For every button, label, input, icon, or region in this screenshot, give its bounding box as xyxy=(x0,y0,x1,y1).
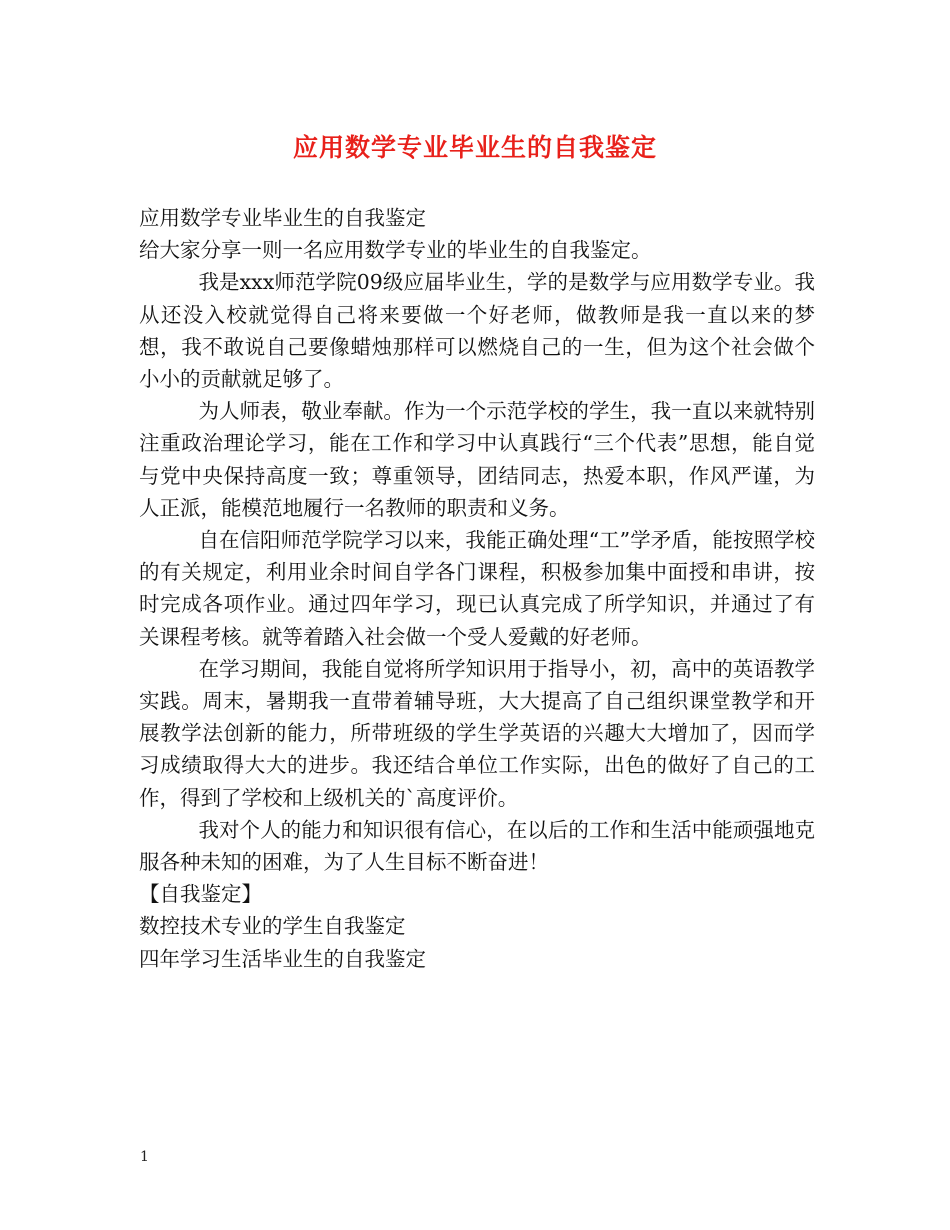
paragraph-4: 在学习期间，我能自觉将所学知识用于指导小，初，高中的英语教学实践。周末，暑期我一直带着辅导班，大大提高了自己组织课堂教学和开展教学法创新的能力，所带班级的学生学英语的兴趣大大增加了，因而学习成绩取得大大的进步。我还结合单位工作实际，出色的做好了自己的工作，得到了学校和上级机关的`高度评价。 xyxy=(139,656,815,810)
document-body xyxy=(139,202,815,975)
page-number: 1 xyxy=(140,1149,149,1165)
intro-line-title: 应用数学专业毕业生的自我鉴定 xyxy=(139,206,426,230)
paragraph-5: 我对个人的能力和知识很有信心，在以后的工作和生活中能顽强地克服各种未知的困难，为了人生目标不断奋进！ xyxy=(139,817,815,875)
footer-line-related-2: 四年学习生活毕业生的自我鉴定 xyxy=(139,946,426,971)
intro-line-summary: 给大家分享一则一名应用数学专业的毕业生的自我鉴定。 xyxy=(139,238,652,263)
document-title: 应用数学专业毕业生的自我鉴定 xyxy=(292,133,657,162)
paragraph-2: 为人师表，敬业奉献。作为一个示范学校的学生，我一直以来就特别注重政治理论学习，能在工作和学习中认真践行“三个代表”思想，能自觉与党中央保持高度一致；尊重领导，团结同志，热爱本职，作风严谨，为人正派，能模范地履行一名教师的职责和义务。 xyxy=(139,399,815,520)
paragraph-3: 自在信阳师范学院学习以来，我能正确处理“工”学矛盾，能按照学校的有关规定，利用业余时间自学各门课程，积极参加集中面授和串讲，按时完成各项作业。通过四年学习，现已认真完成了所学知识，并通过了有关课程考核。就等着踏入社会做一个受人爱戴的好老师。 xyxy=(139,528,815,649)
paragraph-1: 我是xxx师范学院09级应届毕业生，学的是数学与应用数学专业。我从还没入校就觉得自己将来要做一个好老师，做教师是我一直以来的梦想，我不敢说自己要像蜡烛那样可以燃烧自己的一生，但为这个社会做个小小的贡献就足够了。 xyxy=(139,270,815,392)
footer-line-category: 【自我鉴定】 xyxy=(139,882,262,907)
footer-line-related-1: 数控技术专业的学生自我鉴定 xyxy=(139,914,406,939)
